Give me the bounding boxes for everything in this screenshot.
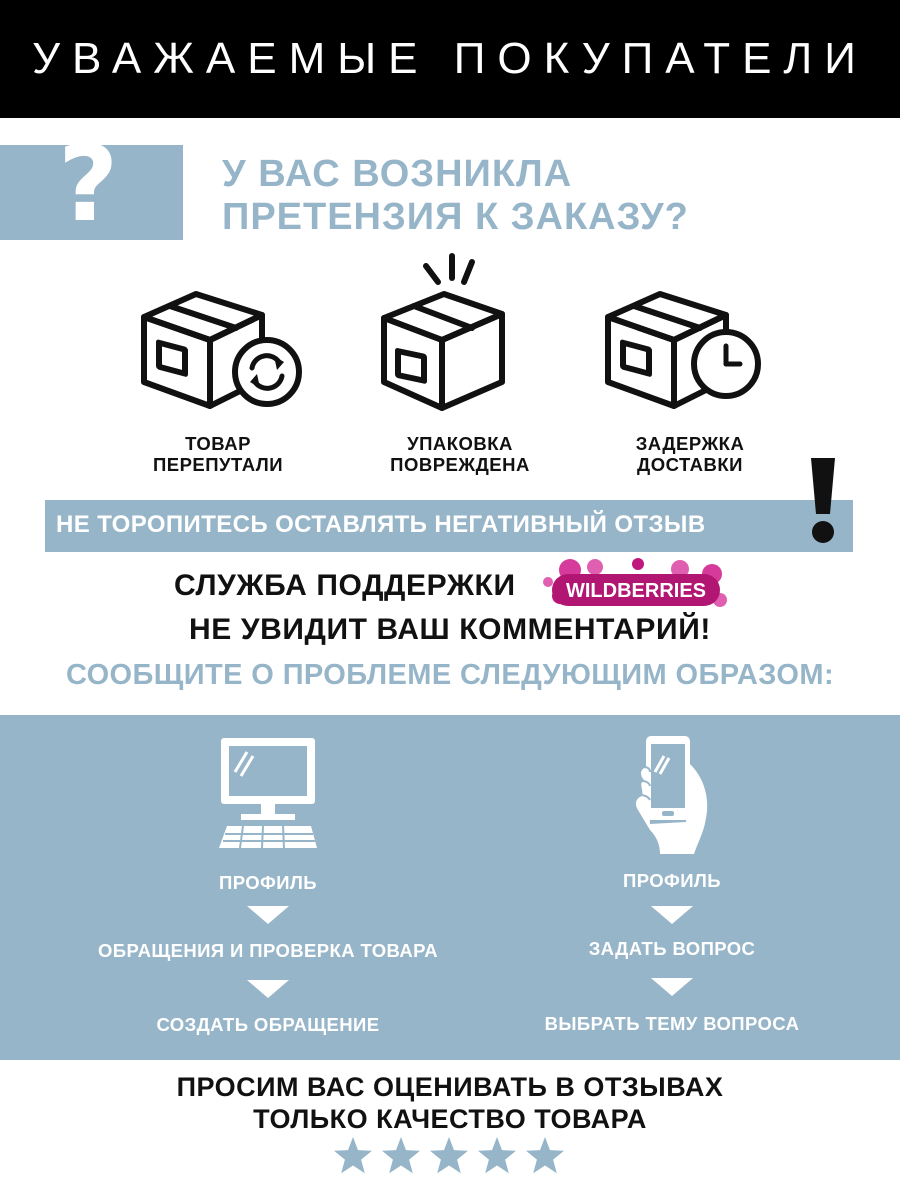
mobile-step-1: ПРОФИЛЬ — [623, 870, 721, 891]
box-damaged-icon — [374, 252, 524, 417]
exclamation-icon — [803, 456, 843, 544]
claim-heading — [222, 153, 689, 239]
rating-stars — [331, 1136, 571, 1176]
mobile-arrow-2 — [651, 978, 693, 996]
box-clock-icon — [598, 282, 768, 412]
desktop-step-2: ОБРАЩЕНИЯ И ПРОВЕРКА ТОВАРА — [98, 940, 438, 961]
star-icon — [334, 1137, 372, 1173]
question-mark-icon: ? — [58, 123, 119, 245]
issue-label-swap: ТОВАР ПЕРЕПУТАЛИ — [152, 433, 284, 475]
header-bar — [0, 0, 900, 118]
footer-line-1: ПРОСИМ ВАС ОЦЕНИВАТЬ В ОТЗЫВАХ — [176, 1072, 724, 1102]
phone-in-hand-icon — [628, 734, 718, 856]
mobile-step-3: ВЫБРАТЬ ТЕМУ ВОПРОСА — [544, 1013, 800, 1034]
issue-label-delay: ЗАДЕРЖКА ДОСТАВКИ — [635, 433, 745, 475]
claim-heading-line1: У ВАС ВОЗНИКЛА — [222, 153, 573, 195]
desktop-step-3: СОЗДАТЬ ОБРАЩЕНИЕ — [156, 1014, 380, 1035]
mobile-step-2: ЗАДАТЬ ВОПРОС — [588, 938, 756, 959]
issue-label-damaged: УПАКОВКА ПОВРЕЖДЕНА — [390, 433, 530, 475]
footer-line-2: ТОЛЬКО КАЧЕСТВО ТОВАРА — [253, 1104, 647, 1134]
claim-heading-line2: ПРЕТЕНЗИЯ К ЗАКАЗУ? — [222, 196, 689, 238]
mobile-arrow-1 — [651, 906, 693, 924]
star-icon — [526, 1137, 564, 1173]
desktop-computer-icon — [213, 734, 325, 852]
page-title: УВАЖАЕМЫЕ ПОКУПАТЕЛИ — [32, 34, 868, 83]
report-instructions-title: СООБЩИТЕ О ПРОБЛЕМЕ СЛЕДУЮЩИМ ОБРАЗОМ: — [65, 659, 834, 691]
star-icon — [478, 1137, 516, 1173]
support-heading: СЛУЖБА ПОДДЕРЖКИ — [174, 569, 516, 602]
wildberries-logo-text: WILDBERRIES — [566, 580, 706, 602]
wildberries-logo — [540, 556, 730, 612]
desktop-arrow-2 — [247, 980, 289, 998]
desktop-step-1: ПРОФИЛЬ — [219, 872, 317, 893]
desktop-arrow-1 — [247, 906, 289, 924]
star-icon — [382, 1137, 420, 1173]
box-swap-icon — [134, 282, 304, 412]
support-subheading: НЕ УВИДИТ ВАШ КОММЕНТАРИЙ! — [189, 613, 711, 646]
warning-banner-text: НЕ ТОРОПИТЕСЬ ОСТАВЛЯТЬ НЕГАТИВНЫЙ ОТЗЫВ — [56, 511, 706, 538]
star-icon — [430, 1137, 468, 1173]
